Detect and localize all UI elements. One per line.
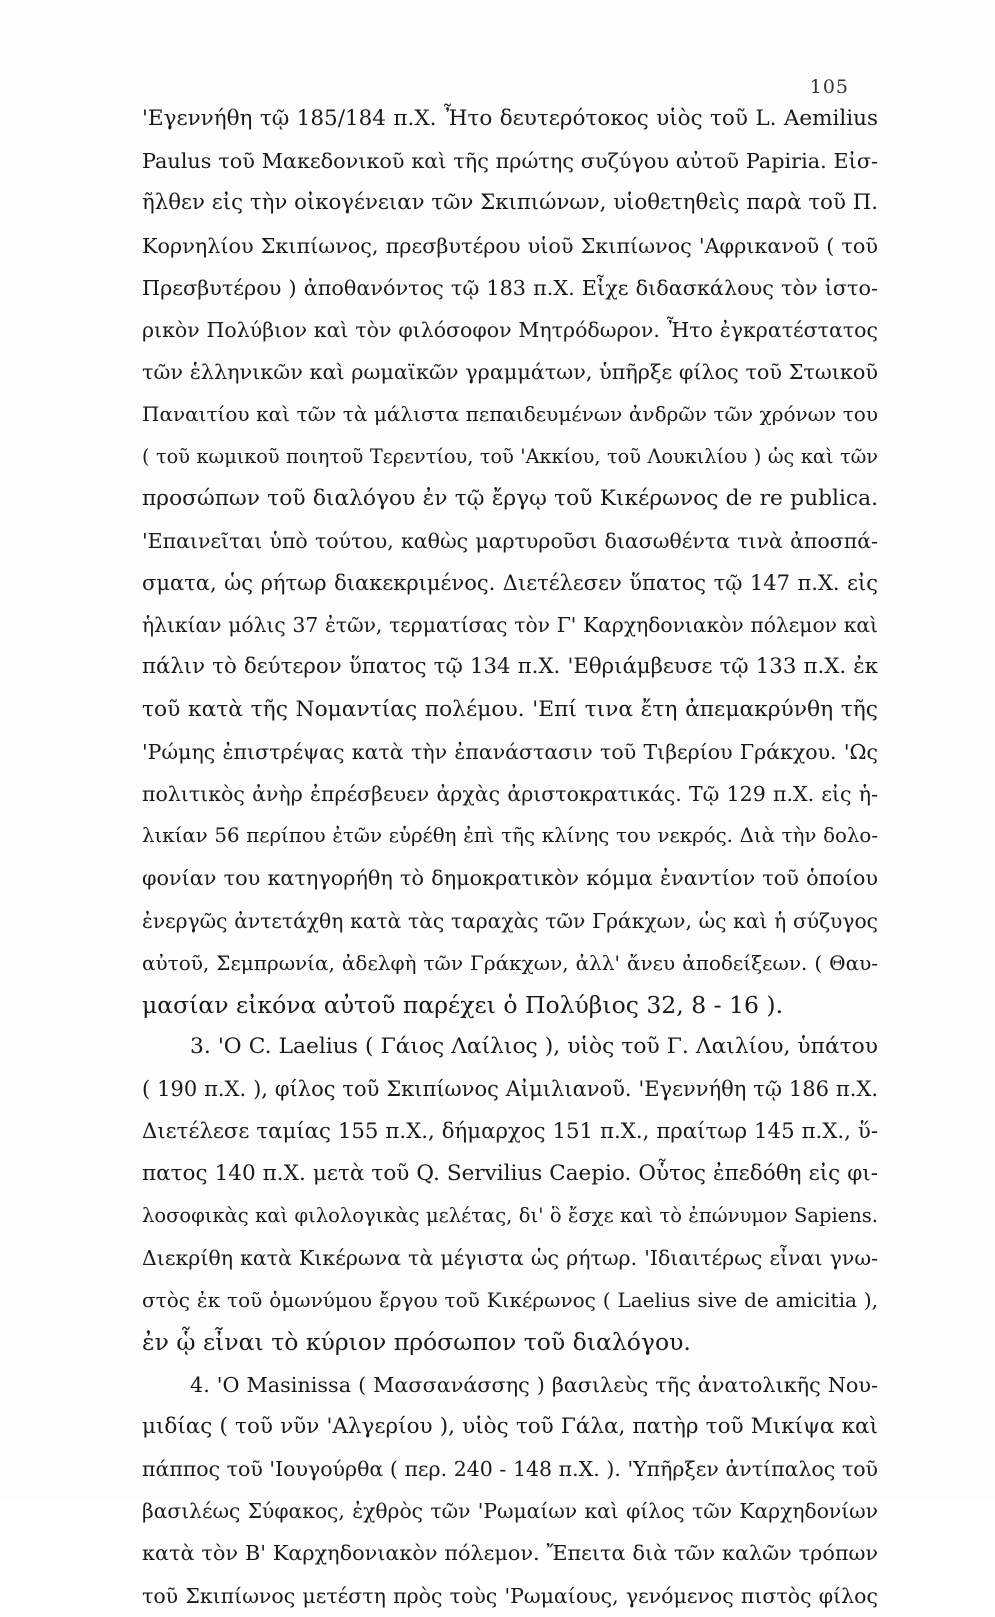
text-line: Πρεσβυτέρου ) ἀποθανόντος τῷ 183 π.Χ. Εἶχε διδασκάλους τὸν ἱστο-	[142, 275, 878, 300]
text-line: λικίαν 56 περίπου ἐτῶν εὑρέθη ἐπὶ τῆς κλίνης του νεκρός. Διὰ τὴν δολο-	[142, 824, 878, 848]
text-line: Paulus τοῦ Μακεδονικοῦ καὶ τῆς πρώτης συζύγου αὐτοῦ Papiria. Εἰσ-	[142, 149, 878, 174]
text-line: σματα, ὡς ρήτωρ διακεκριμένος. Διετέλεσεν ὕπατος τῷ 147 π.Χ. εἰς	[142, 571, 878, 596]
body-text	[142, 98, 878, 1617]
page-number: 105	[809, 76, 849, 98]
text-line: 3. 'Ο C. Laelius ( Γάιος Λαίλιος ), υἱὸς τοῦ Γ. Λαιλίου, ὑπάτου	[190, 1034, 878, 1060]
text-line: βασιλέως Σύφακος, ἐχθρὸς τῶν 'Ρωμαίων καὶ φίλος τῶν Καρχηδονίων	[142, 1499, 878, 1524]
text-line: τῶν ἑλληνικῶν καὶ ρωμαϊκῶν γραμμάτων, ὑπῆρξε φίλος τοῦ Στωικοῦ	[142, 360, 878, 385]
text-line: ( τοῦ κωμικοῦ ποιητοῦ Τερεντίου, τοῦ 'Ακκίου, τοῦ Λουκιλίου ) ὡς καὶ τῶν	[142, 444, 878, 468]
text-line: αὐτοῦ, Σεμπρωνία, ἀδελφὴ τῶν Γράκχων, ἀλλ' ἄνευ ἀποδείξεων. ( Θαυ-	[142, 950, 878, 975]
text-line: κατὰ τὸν Β' Καρχηδονιακὸν πόλεμον. Ἔπειτα διὰ τῶν καλῶν τρόπων	[142, 1541, 878, 1566]
text-line: 'Ρώμης ἐπιστρέψας κατὰ τὴν ἐπανάστασιν τοῦ Τιβερίου Γράκχου. 'Ως	[142, 739, 878, 764]
text-line: ἐν ᾧ εἶναι τὸ κύριον πρόσωπον τοῦ διαλόγου.	[142, 1328, 691, 1357]
text-line: Διεκρίθη κατὰ Κικέρωνα τὰ μέγιστα ὡς ρήτωρ. 'Ιδιαιτέρως εἶναι γνω-	[142, 1246, 878, 1271]
text-line: Διετέλεσε ταμίας 155 π.Χ., δήμαρχος 151 π.Χ., πραίτωρ 145 π.Χ., ὕ-	[142, 1118, 878, 1144]
text-line: τοῦ Σκιπίωνος μετέστη πρὸς τοὺς 'Ρωμαίους, γενόμενος πιστὸς φίλος	[142, 1583, 878, 1608]
text-line: μιδίας ( τοῦ νῦν 'Αλγερίου ), υἱὸς τοῦ Γάλα, πατὴρ τοῦ Μικίψα καὶ	[142, 1413, 878, 1439]
text-line: ρικὸν Πολύβιον καὶ τὸν φιλόσοφον Μητρόδωρον. Ἦτο ἐγκρατέστατος	[142, 317, 878, 342]
text-line: 'Εγεννήθη τῷ 185/184 π.Χ. Ἦτο δευτερότοκος υἱὸς τοῦ L. Aemilius	[142, 106, 878, 131]
text-line: προσώπων τοῦ διαλόγου ἐν τῷ ἔργῳ τοῦ Κικέρωνος de re publica.	[142, 485, 878, 511]
text-line: τοῦ κατὰ τῆς Νομαντίας πολέμου. 'Επί τινα ἔτη ἀπεμακρύνθη τῆς	[142, 696, 878, 722]
text-line: Παναιτίου καὶ τῶν τὰ μάλιστα πεπαιδευμένων ἀνδρῶν τῶν χρόνων του	[142, 402, 878, 427]
text-line: ῆλθεν εἰς τὴν οἰκογένειαν τῶν Σκιπιώνων, υἱοθετηθεὶς παρὰ τοῦ Π.	[142, 190, 878, 216]
text-line: φονίαν του κατηγορήθη τὸ δημοκρατικὸν κόμμα ἐναντίον τοῦ ὁποίου	[142, 866, 878, 891]
text-line: 4. 'Ο Masinissa ( Μασσανάσσης ) βασιλεὺς τῆς ἀνατολικῆς Νου-	[190, 1372, 878, 1397]
text-line: πολιτικὸς ἀνὴρ ἐπρέσβευεν ἀρχὰς ἀριστοκρατικάς. Τῷ 129 π.Χ. εἰς ἡ-	[142, 782, 878, 806]
text-line: στὸς ἐκ τοῦ ὁμωνύμου ἔργου τοῦ Κικέρωνος ( Laelius sive de amicitia ),	[142, 1288, 878, 1313]
text-line: πάππος τοῦ 'Ιουγούρθα ( περ. 240 - 148 π.Χ. ). 'Υπῆρξεν ἀντίπαλος τοῦ	[142, 1457, 878, 1481]
text-line: πάλιν τὸ δεύτερον ὕπατος τῷ 134 π.Χ. 'Εθριάμβευσε τῷ 133 π.Χ. ἐκ	[142, 654, 878, 680]
text-line: ἐνεργῶς ἀντετάχθη κατὰ τὰς ταραχὰς τῶν Γράκχων, ὡς καὶ ἡ σύζυγος	[142, 908, 878, 933]
text-line: πατος 140 π.Χ. μετὰ τοῦ Q. Servilius Caepio. Οὗτος ἐπεδόθη εἰς φι-	[142, 1160, 878, 1186]
text-line: Κορνηλίου Σκιπίωνος, πρεσβυτέρου υἱοῦ Σκιπίωνος 'Αφρικανοῦ ( τοῦ	[142, 233, 878, 258]
text-line: μασίαν εἰκόνα αὐτοῦ παρέχει ὁ Πολύβιος 32, 8 - 16 ).	[142, 990, 784, 1019]
text-line: λοσοφικὰς καὶ φιλολογικὰς μελέτας, δι' ὃ ἔσχε καὶ τὸ ἐπώνυμον Sapiens.	[142, 1203, 878, 1227]
text-line: 'Επαινεῖται ὑπὸ τούτου, καθὼς μαρτυροῦσι διασωθέντα τινὰ ἀποσπά-	[142, 528, 878, 553]
text-line: ἡλικίαν μόλις 37 ἐτῶν, τερματίσας τὸν Γ' Καρχηδονιακὸν πόλεμον καὶ	[142, 613, 878, 638]
text-line: ( 190 π.Χ. ), φίλος τοῦ Σκιπίωνος Αἰμιλιανοῦ. 'Εγεννήθη τῷ 186 π.Χ.	[142, 1077, 878, 1102]
